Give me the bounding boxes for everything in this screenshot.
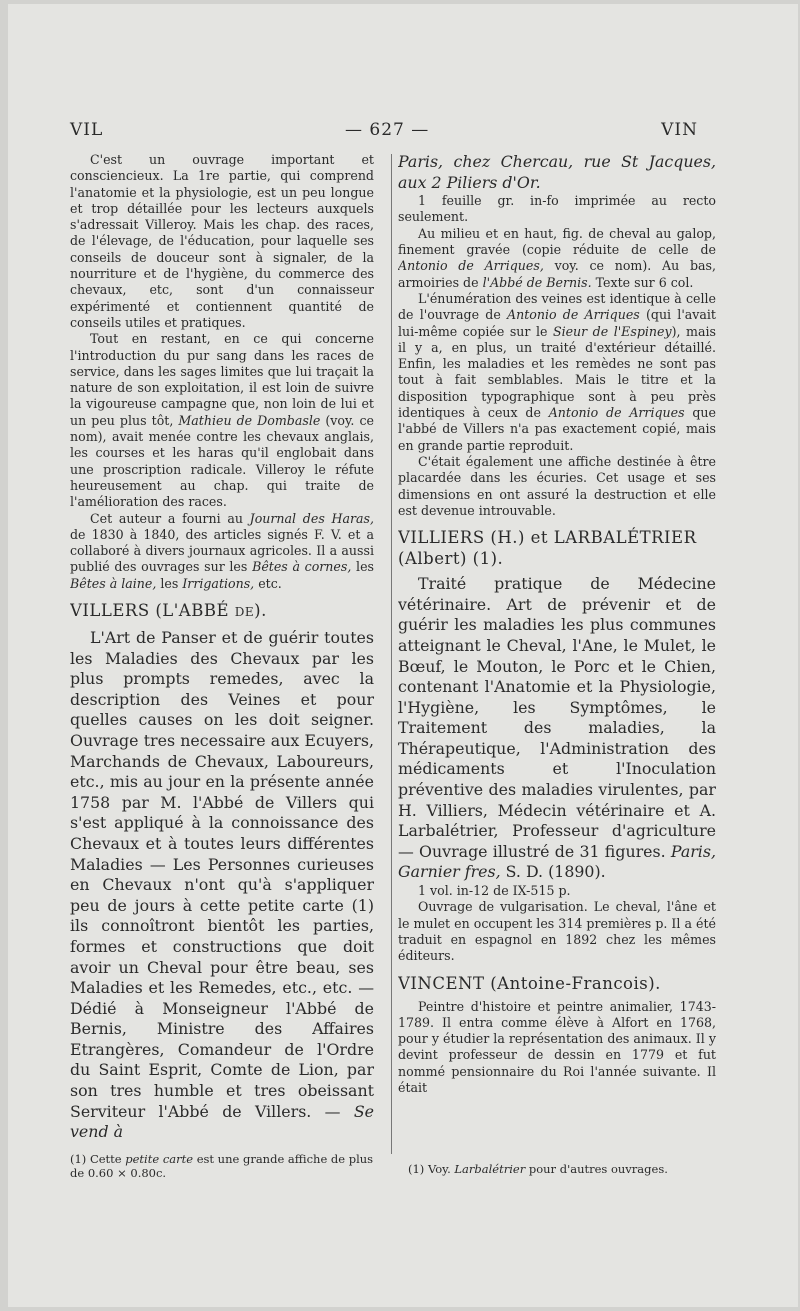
book-title: Traité pratique de Médecine vétérinaire. Art de prévenir et de guérir les maladies les plus communes atteignant le Cheval, l'Ane, le Mulet, le Bœuf, le Mouton, le Porc et le Chien, contenant l'Anatomie et la Physiologie, l'Hygiène, les Symptômes, le Traitement des maladies, la Thérapeutique, l'Administration des médicaments et l'Inoculation préventive des maladies virulentes, par H. Villiers, Médecin vétérinaire et A. Larbalétrier, Professeur d'agriculture — Ouvrage illustré de 31 figures. Paris, Garnier fres, S. D. (1890).	[398, 574, 716, 882]
entry-heading: VINCENT (Antoine-Francois).	[398, 973, 661, 993]
paragraph: C'est un ouvrage important et consciencieux. La 1re partie, qui comprend l'anatomie et la physiologie, est un peu longue et trop détaillée pour les lecteurs auxquels s'adressait Villeroy. Mais les chap. des races, de l'élevage, de l'éducation, pour laquelle ses conseils de douceur sont à signaler, de la nourriture et de l'hygiène, du commerce des chevaux, etc, sont d'un connaisseur expérimenté et contiennent quantité de conseils utiles et pratiques.	[70, 152, 374, 330]
paragraph: Tout en restant, en ce qui concerne l'introduction du pur sang dans les races de service, dans les sages limites que lui traçait la nature de son exploitation, il est loin de suivre la vigoureuse campagne que, non loin de lui et un peu plus tôt, Mathieu de Dombasle (voy. ce nom), avait menée contre les chevaux anglais, les courses et les haras qu'il englobait dans une proscription radicale. Villeroy le réfute heureusement au chap. qui traite de l'amélioration des races.	[70, 331, 374, 510]
book-title: L'Art de Panser et de guérir toutes les Maladies des Chevaux par les plus prompts remedes, avec la description des Veines et pour quelles causes on les doit seigner. Ouvrage tres necessaire aux Ecuyers, Marchands de Chevaux, Laboureurs, etc., mis au jour en la présente année 1758 par M. l'Abbé de Villers qui s'est appliqué à la connoissance des Chevaux et à toutes leurs différentes Maladies — Les Personnes curieuses en Chevaux n'ont qu'à s'appliquer peu de jours à cette petite carte (1) ils connoîtront bientôt les parties, formes et constructions que doit avoir un Cheval pour être beau, ses Maladies et les Remedes, etc., etc. — Dédié à Monseigneur l'Abbé de Bernis, Ministre des Affaires Etrangères, Comandeur de l'Ordre du Saint Esprit, Comte de Lion, par son tres humble et tres obeissant Serviteur l'Abbé de Villers. — Se vend à	[70, 628, 374, 1142]
paragraph: Ouvrage de vulgarisation. Le cheval, l'âne et le mulet en occupent les 314 premières p. Il a été traduit en espagnol en 1892 chez les mêmes éditeurs.	[398, 899, 716, 964]
footnote: (1) Cette petite carte est une grande affiche de plus de 0.60 × 0.80c.	[70, 1152, 374, 1180]
footnote: (1) Voy. Larbalétrier pour d'autres ouvrages.	[408, 1162, 668, 1176]
paragraph: Au milieu et en haut, fig. de cheval au galop, finement gravée (copie réduite de celle de Antonio de Arriques, voy. ce nom). Au bas, armoiries de l'Abbé de Bernis. Texte sur 6 col.	[398, 225, 716, 290]
header-left: VIL	[70, 120, 104, 140]
left-column	[70, 152, 374, 1152]
entry-heading: VILLERS (L'ABBÉ DE).	[70, 601, 267, 621]
paragraph: L'énumération des veines est identique à celle de l'ouvrage de Antonio de Arriques (qui l'avait lui-même copiée sur le Sieur de l'Espiney), mais il y a, en plus, un traité d'extérieur détaillé. Enfin, les maladies et les remèdes ne sont pas tout à fait semblables. Mais le titre et la disposition typographique sont à peu près identiques à ceux de Antonio de Arriques que l'abbé de Villers n'a pas exactement copié, mais en grande partie reproduit.	[398, 290, 716, 453]
paragraph: Cet auteur a fourni au Journal des Haras, de 1830 à 1840, des articles signés F. V. et a collaboré à divers journaux agricoles. Il a aussi publié des ouvrages sur les Bêtes à cornes, les Bêtes à laine, les Irrigations, etc.	[70, 510, 374, 591]
paragraph: C'était également une affiche destinée à être placardée dans les écuries. Cet usage et ses dimensions en ont assuré la destruction et elle est devenue introuvable.	[398, 453, 716, 518]
paragraph: Peintre d'histoire et peintre animalier, 1743-1789. Il entra comme élève à Alfort en 1768, pour y étudier la représentation des animaux. Il y devint professeur de dessin en 1779 et fut nommé pensionnaire du Roi l'année suivante. Il était	[398, 998, 716, 1095]
page-number: — 627 —	[345, 120, 430, 140]
column-divider	[391, 154, 392, 1154]
paragraph: 1 vol. in-12 de IX-515 p.	[418, 883, 571, 899]
entry-heading: VILLIERS (H.) et LARBALÉTRIER (Albert) (1).	[398, 528, 697, 569]
right-column	[398, 152, 716, 1152]
page	[8, 4, 798, 1307]
paragraph: 1 feuille gr. in-fo imprimée au recto seulement.	[398, 193, 716, 225]
header-right: VIN	[661, 120, 698, 140]
book-imprint: Paris, chez Chercau, rue St Jacques, aux 2 Piliers d'Or.	[398, 152, 716, 192]
